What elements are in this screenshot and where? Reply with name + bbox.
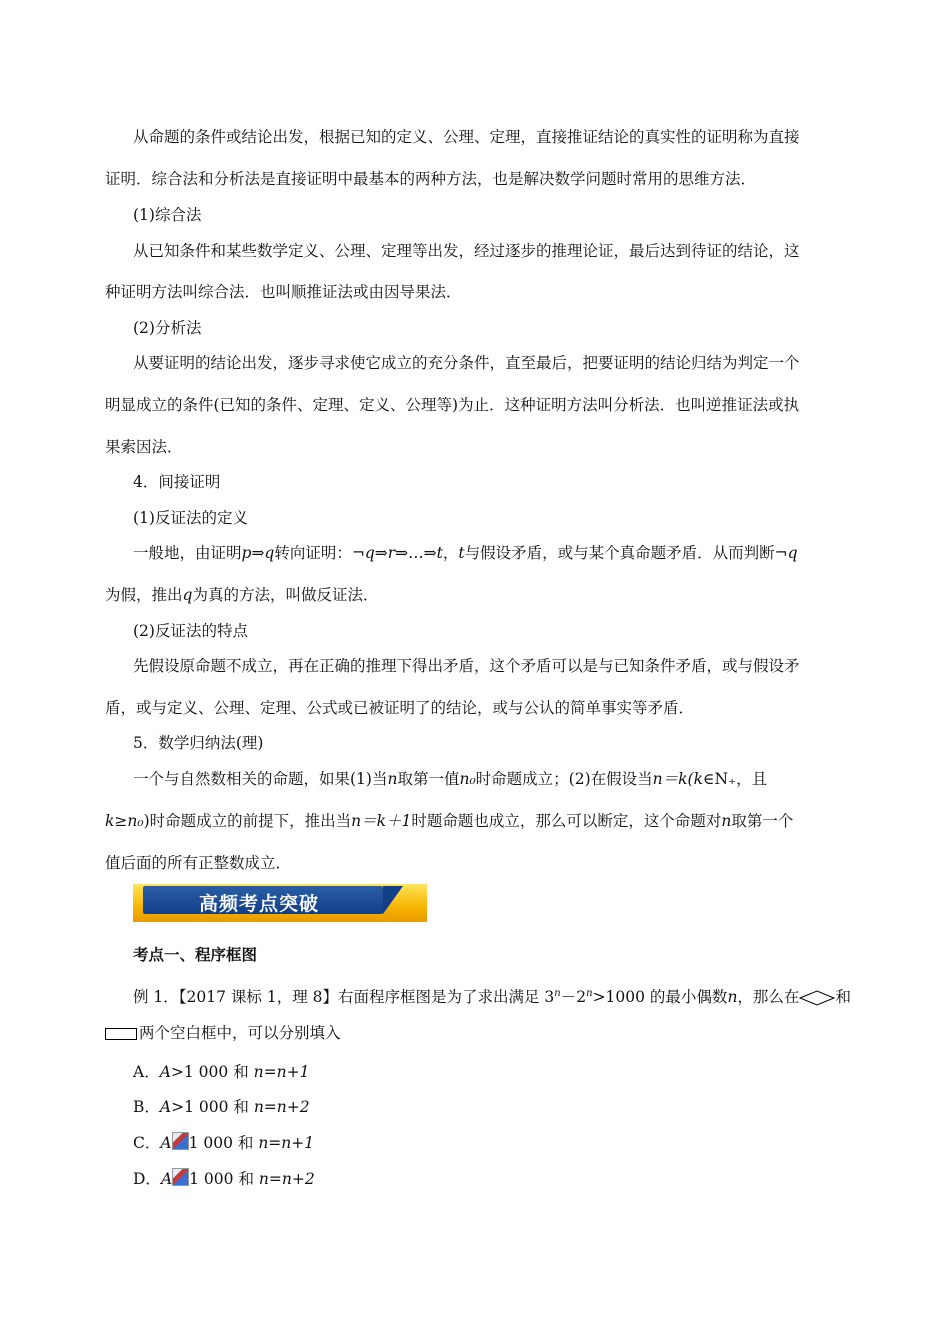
text-run: 与假设矛盾，或与某个真命题矛盾．从而判断¬ — [464, 544, 788, 562]
text-run: )时命题成立的前提下，推出当 — [143, 812, 352, 830]
paragraph-line — [105, 811, 865, 831]
paragraph-line: 证明．综合法和分析法是直接证明中最基本的两种方法，也是解决数学问题时常用的思维方法． — [105, 170, 757, 188]
banner-ribbon-tip — [383, 886, 403, 914]
paragraph-line: 从要证明的结论出发，逐步寻求使它成立的充分条件，直至最后，把要证明的结论归结为判定一个 — [133, 354, 800, 372]
example-line — [105, 1023, 865, 1043]
text-run: 时题命题也成立，那么可以断定，这个命题对 — [411, 812, 722, 830]
math-run: n — [721, 812, 732, 830]
text-run: >1000 的最小偶数 — [592, 988, 728, 1007]
text-run: 时命题成立；(2)在假设当 — [475, 770, 653, 788]
text-run: ， — [442, 544, 459, 562]
broken-image-icon — [172, 1132, 189, 1150]
math-run: q — [787, 544, 798, 562]
text-run: 一个与自然数相关的命题，如果(1)当 — [133, 770, 388, 788]
text-run: 例 1．【2017 课标 1，理 8】右面程序框图是为了求出满足 3 — [133, 988, 555, 1007]
math-run: n＝k＋1 — [351, 812, 412, 830]
text-run: 为真的方法，叫做反证法． — [192, 586, 379, 604]
subheading: (2)分析法 — [133, 319, 202, 337]
section-title: 考点一、程序框图 — [133, 946, 258, 964]
text-run: 取第一个 — [731, 812, 794, 830]
math-run: n＝k(k — [652, 770, 703, 788]
math-run: A — [159, 1063, 171, 1081]
text-run: 转向证明：¬ — [274, 544, 365, 562]
math-run: t — [458, 544, 465, 562]
math-run: q — [182, 586, 193, 604]
math-run: A — [160, 1134, 172, 1152]
subheading: 5．数学归纳法(理) — [133, 734, 264, 752]
text-run: 一般地，由证明 — [133, 544, 242, 562]
paragraph-line: 从命题的条件或结论出发，根据已知的定义、公理、定理，直接推证结论的真实性的证明称为直接 — [133, 128, 800, 146]
exponent: n — [586, 988, 593, 999]
paragraph-line: 盾，或与定义、公理、定理、公式或已被证明了的结论，或与公认的简单事实等矛盾． — [105, 699, 695, 717]
paragraph-line — [133, 543, 893, 563]
option-label: B． — [133, 1098, 160, 1116]
math-run: A — [160, 1170, 173, 1188]
text-run: 两个空白框中，可以分别填入 — [139, 1024, 341, 1042]
text-run: 为假，推出 — [105, 586, 183, 604]
example-line — [133, 984, 893, 1007]
math-run: n=n+2 — [258, 1170, 315, 1188]
option-d — [133, 1168, 893, 1189]
text-run: 和 — [835, 988, 851, 1007]
paragraph-line — [133, 769, 893, 789]
math-run: n=n+1 — [258, 1134, 315, 1152]
option-a — [133, 1062, 893, 1082]
math-run: n — [387, 770, 398, 788]
subheading: (2)反证法的特点 — [133, 622, 248, 640]
subheading: 4．间接证明 — [133, 473, 221, 491]
paragraph-line: 先假设原命题不成立，再在正确的推理下得出矛盾，这个矛盾可以是与已知条件矛盾，或与假设矛 — [133, 657, 800, 675]
exponent: n — [554, 988, 561, 999]
math-run: p⇒q — [241, 544, 275, 562]
option-b — [133, 1097, 893, 1117]
paragraph-line: 种证明方法叫综合法．也叫顺推证法或由因导果法． — [105, 283, 462, 301]
paragraph-line: 从已知条件和某些数学定义、公理、定理等出发，经过逐步的推理论证，最后达到待证的结论，这 — [133, 242, 800, 260]
math-run: n — [727, 988, 738, 1007]
option-label: D． — [133, 1170, 161, 1188]
diamond-icon — [799, 990, 835, 1006]
text-run: ∈N₊，且 — [702, 770, 768, 788]
text-run: >1 000 和 — [170, 1063, 254, 1081]
math-run: A — [159, 1098, 172, 1116]
text-run: －2 — [560, 988, 587, 1007]
text-run: ，那么在 — [737, 988, 800, 1007]
banner-ribbon — [143, 886, 383, 914]
paragraph-line: 明显成立的条件(已知的条件、定理、定义、公理等)为止．这种证明方法叫分析法．也叫逆推证法或执 — [105, 396, 800, 414]
section-banner — [133, 884, 427, 922]
math-run: n₀ — [459, 770, 476, 788]
option-c — [133, 1132, 893, 1153]
math-run: k≥n₀ — [105, 812, 144, 830]
text-run: 1 000 和 — [189, 1170, 259, 1188]
banner-title: 高频考点突破 — [199, 893, 320, 915]
option-label: A． — [133, 1063, 160, 1081]
math-run: q⇒r⇒…⇒t — [364, 544, 443, 562]
text-run: 1 000 和 — [188, 1134, 259, 1152]
rectangle-icon — [105, 1028, 137, 1040]
math-run: n=n+1 — [253, 1063, 310, 1081]
paragraph-line: 值后面的所有正整数成立． — [105, 854, 292, 872]
paragraph-line: 果索因法． — [105, 438, 183, 456]
paragraph-line — [105, 585, 865, 605]
option-label: C． — [133, 1134, 161, 1152]
subheading: (1)反证法的定义 — [133, 509, 248, 527]
broken-image-icon — [172, 1168, 189, 1186]
text-run: 取第一值 — [397, 770, 460, 788]
math-run: n=n+2 — [253, 1098, 310, 1116]
text-run: >1 000 和 — [171, 1098, 254, 1116]
subheading: (1)综合法 — [133, 206, 202, 224]
